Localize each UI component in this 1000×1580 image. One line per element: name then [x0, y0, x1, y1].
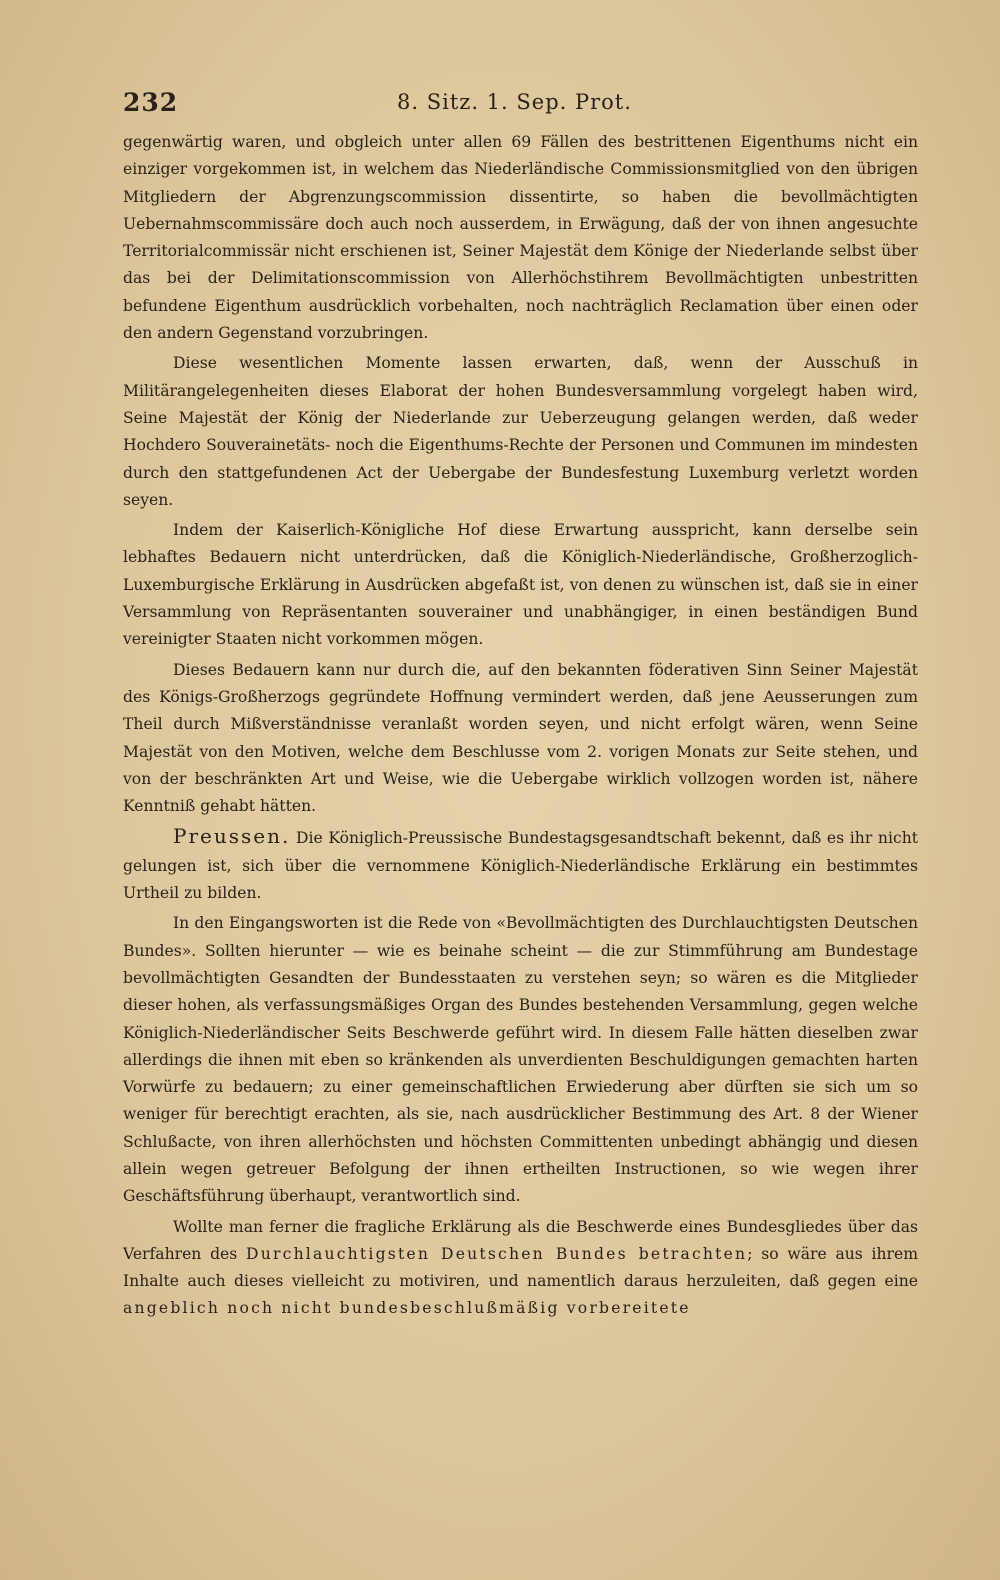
page-body — [123, 129, 918, 1323]
ferner-spaced-1: Durchlauchtigsten Deutschen Bundes betrachten — [246, 1244, 748, 1263]
paragraph-preussen — [123, 823, 918, 907]
paragraph-momente: Diese wesentlichen Momente lassen erwarten, daß, wenn der Ausschuß in Militärangelegenheiten dieses Elaborat der hohen Bundesversammlung vorgelegt haben wird, Seine Majestät der König der Niederlande zur Ueberzeugung gelangen werden, daß weder Hochdero Souverainetäts- noch die Eigenthums-Rechte der Personen und Communen im mindesten durch den stattgefundenen Act der Uebergabe der Bundesfestung Luxemburg verletzt worden seyen. — [123, 354, 918, 509]
paragraph-continuation: gegenwärtig waren, und obgleich unter allen 69 Fällen des bestrittenen Eigenthums nicht ein einziger vorgekommen ist, in welchem das Niederländische Commissionsmitglied von den übrigen Mitgliedern der Abgrenzungscommission dissentirte, so haben die bevollmächtigten Uebernahmscommissäre doch auch noch ausserdem, in Erwägung, daß der von ihnen angesuchte Territorialcommissär nicht erschienen ist, Seiner Majestät dem Könige der Niederlande selbst über das bei der Delimitationscommission von Allerhöchstihrem Bevollmächtigten unbestritten befundene Eigenthum ausdrücklich vorbehalten, noch nachträglich Reclamation über einen oder den andern Gegenstand vorzubringen. — [123, 133, 918, 343]
ferner-spaced-2: angeblich noch nicht bundesbeschlußmäßig vorbereitete — [123, 1299, 691, 1318]
paragraph-hof: Indem der Kaiserlich-Königliche Hof diese Erwartung ausspricht, kann derselbe sein lebhaftes Bedauern nicht unterdrücken, daß die Königlich-Niederländische, Großherzoglich-Luxemburgische Erklärung in Ausdrücken abgefaßt ist, von denen zu wünschen ist, daß sie in einer Versammlung von Repräsentanten souverainer und unabhängiger, in einen beständigen Bund vereinigter Staaten nicht vorkommen mögen. — [123, 521, 918, 649]
running-head: 8. Sitz. 1. Sep. Prot. — [397, 90, 632, 114]
paragraph-bedauern: Dieses Bedauern kann nur durch die, auf den bekannten föderativen Sinn Seiner Majestät des Königs-Großherzogs gegründete Hoffnung vermindert werden, daß jene Aeusserungen zum Theil durch Mißverständnisse veranlaßt worden seyen, und nicht erfolgt wären, wenn Seine Majestät von den Motiven, welche dem Beschlusse vom 2. vorigen Monats zur Seite stehen, und von der beschränkten Art und Weise, wie die Uebergabe wirklich vollzogen worden ist, nähere Kenntniß gehabt hätten. — [123, 660, 918, 816]
ferner-text-2: ; so wäre aus ihrem Inhalte auch dieses vielleicht zu motiviren, und namentlich daraus herzuleiten, daß gegen eine — [123, 1244, 919, 1291]
paragraph-eingangsworte: In den Eingangsworten ist die Rede von «Bevollmächtigten des Durchlauchtigsten Deutschen Bundes». Sollten hierunter — wie es beinahe scheint — die zur Stimmführung am Bundestage bevollmächtigten Gesandten der Bundesstaaten zu verstehen seyn; so wären es die Mitglieder dieser hohen, als verfassungsmäßiges Organ des Bundes bestehenden Versammlung, gegen welche Königlich-Niederländischer Seits Beschwerde geführt wird. In diesem Falle hätten dieselben zwar allerdings die ihnen mit eben so kränkenden als unverdienten Beschuldigungen gemachten harten Vorwürfe zu bedauern; zu einer gemeinschaftlichen Erwiederung aber dürften sie sich um so weniger für berechtigt erachten, als sie, nach ausdrücklicher Bestimmung des Art. 8 der Wiener Schlußacte, von ihren allerhöchsten und höchsten Committenten unbedingt abhängig und diesen allein wegen getreuer Befolgung der ihnen ertheilten Instructionen, so wie wegen ihrer Geschäftsführung überhaupt, verantwortlich sind. — [123, 914, 918, 1206]
paragraph-ferner — [123, 1214, 918, 1323]
page-header — [123, 88, 920, 120]
section-heading-preussen: Preussen. — [173, 824, 291, 849]
page-number: 232 — [123, 88, 179, 117]
preussen-text: Die Königlich-Preussische Bundestagsgesandtschaft bekennt, daß es ihr nicht gelungen ist, sich über die vernommene Königlich-Niederländische Erklärung ein bestimmtes Urtheil zu bilden. — [123, 829, 918, 903]
ferner-text-1: Wollte man ferner die fragliche Erklärung als die Beschwerde eines Bundesgliedes über das Verfahren des — [123, 1217, 918, 1263]
